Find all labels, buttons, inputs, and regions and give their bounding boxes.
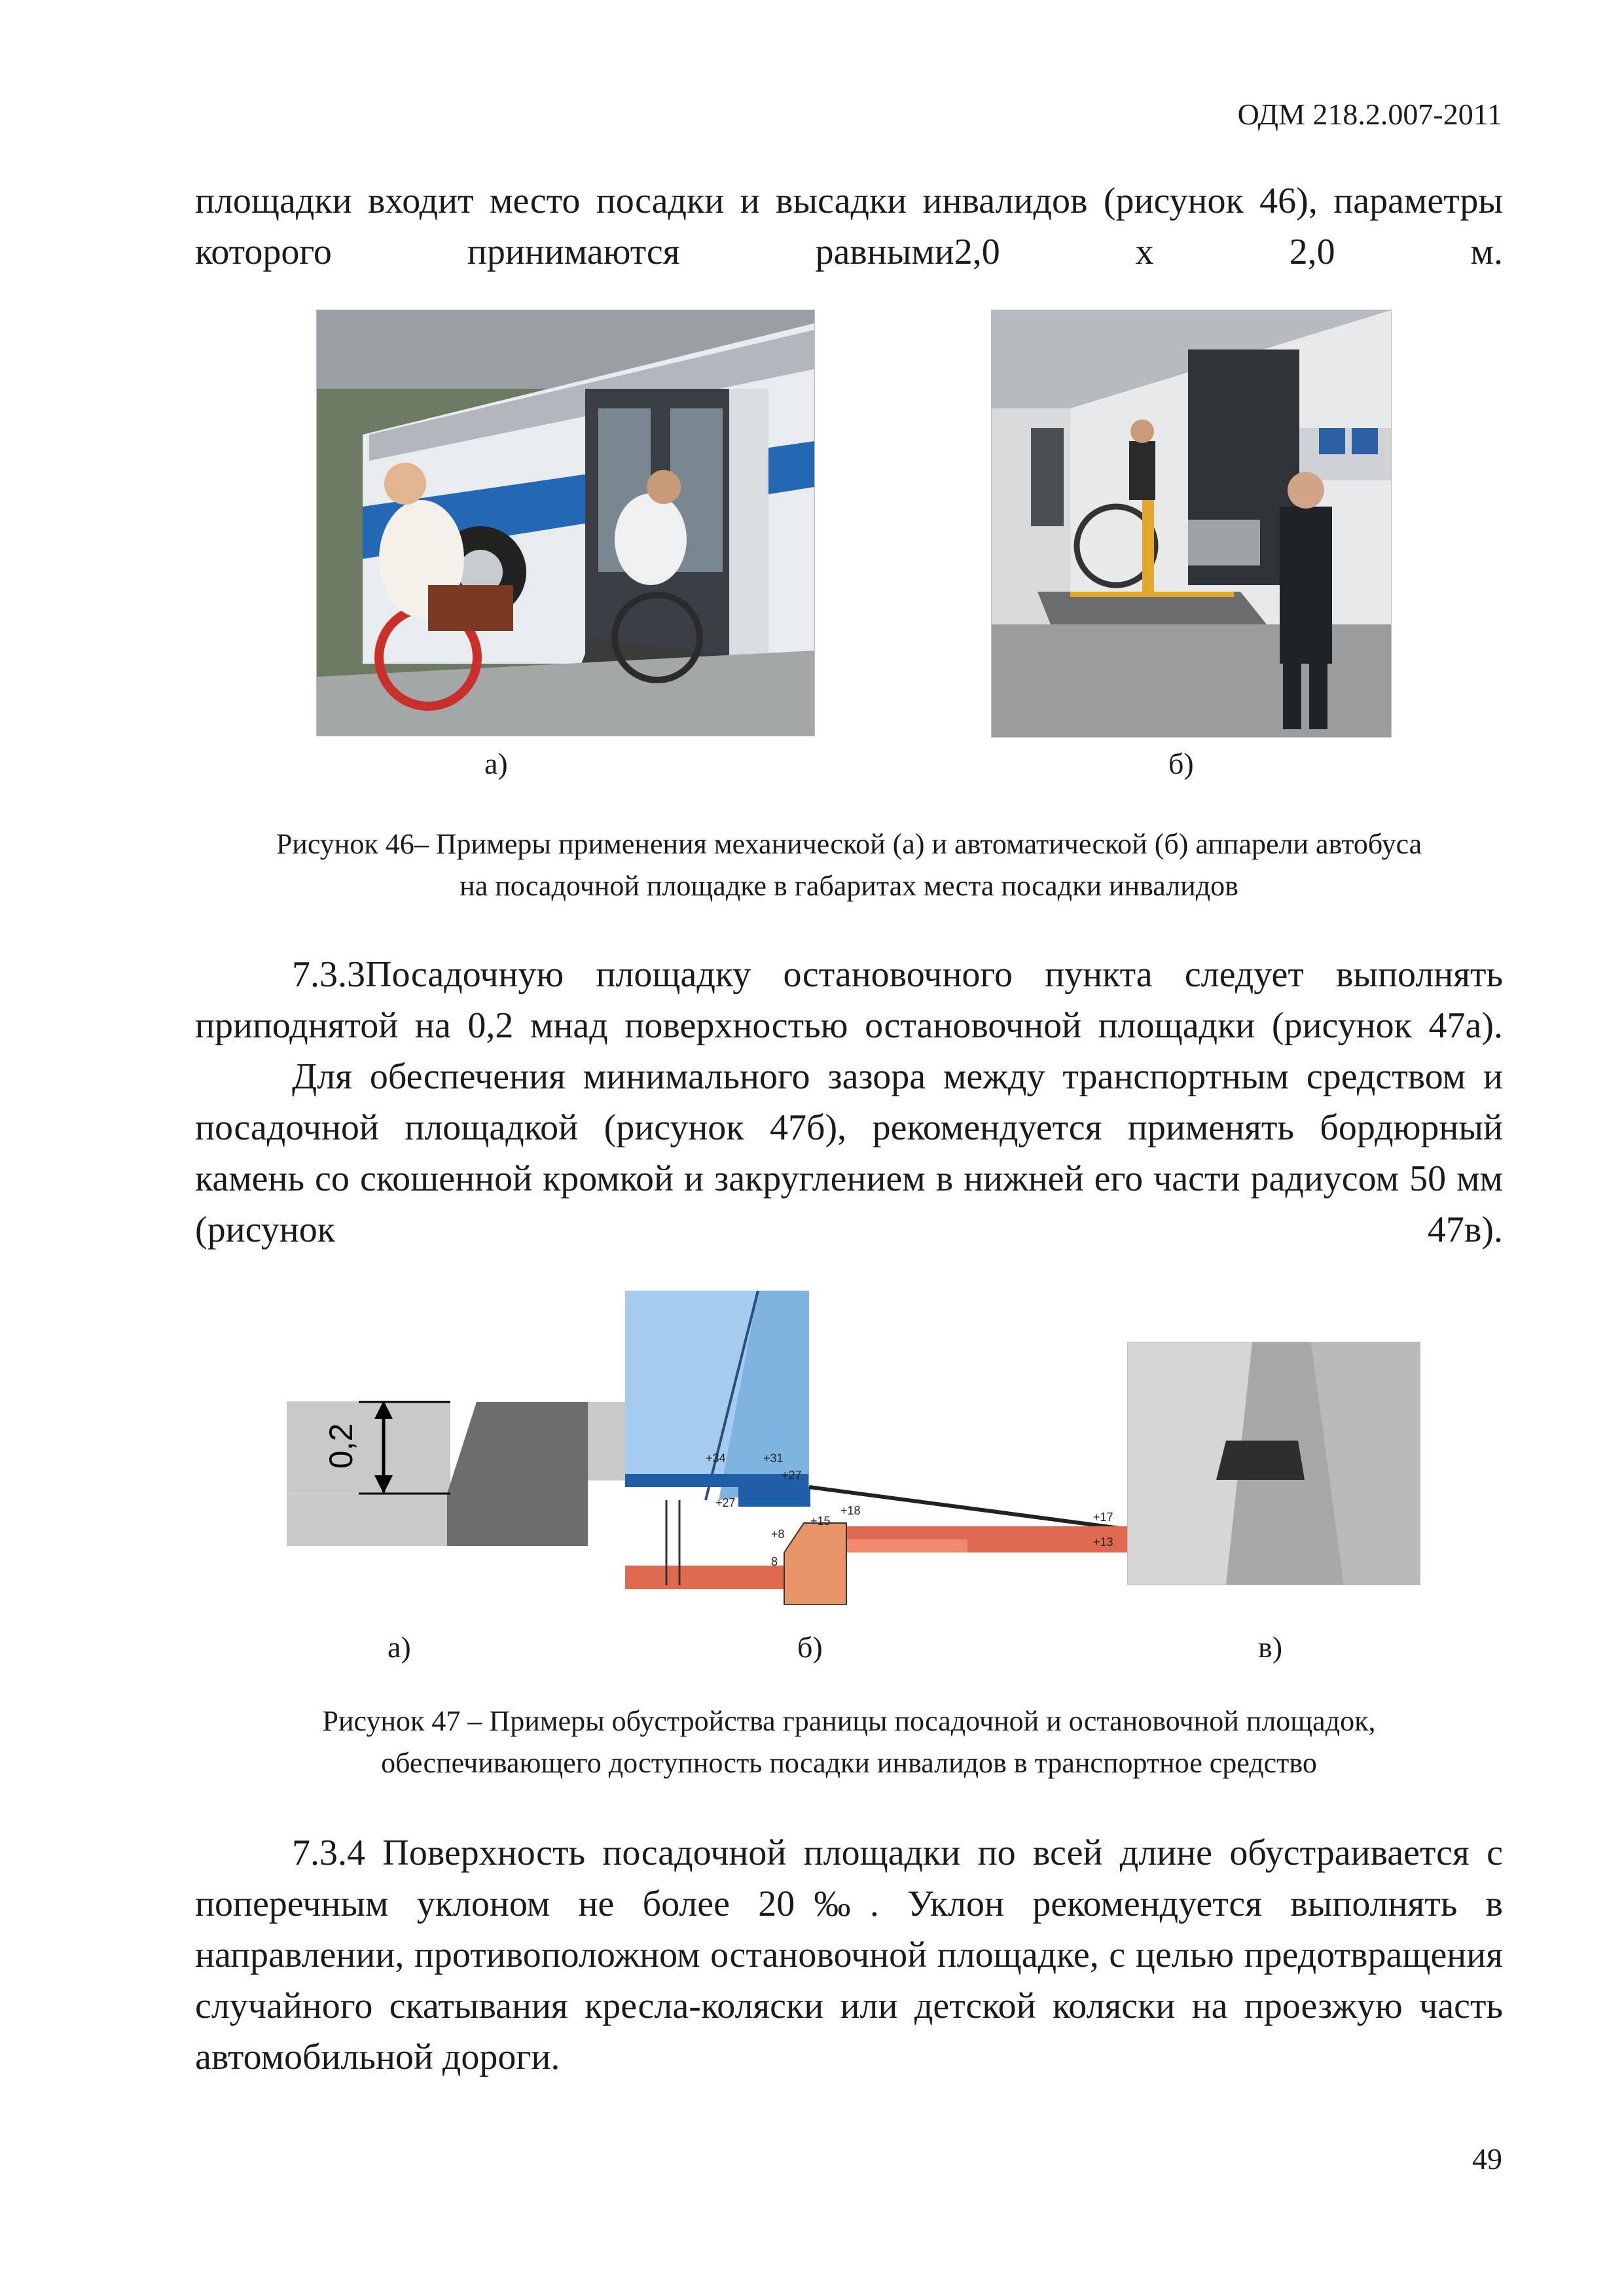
figure47-photo-c: [1127, 1342, 1420, 1585]
figure46-caption-line1: Рисунок 46– Примеры применения механической (а) и автоматической (б) аппарели автобуса: [276, 828, 1422, 860]
mark-text-0: +34: [706, 1452, 726, 1465]
beveled-curb-illustration: [1128, 1342, 1420, 1585]
figure46-photo-b: [991, 310, 1392, 738]
paragraph-gap-text: Для обеспечения минимального зазора между транспортным средством и посадочной площадкой (рисунок 47б), рекомендуется применять бордюрный камень со скошенной кромкой и закруглением в нижней его части радиусом 50 мм (рисунок 47в).: [195, 1056, 1503, 1250]
paragraph-7-3-4-text: 7.3.4 Поверхность посадочной площадки по всей длине обустраивается с поперечным уклоном не более 20‰. Уклон рекомендуется выполнять в направлении, противоположном остановочной площадке, с целью предотвращения случайного скатывания кресла-коляски или детской коляски на проезжую часть автомобильной дороги.: [195, 1833, 1503, 2077]
paragraph-intro-text: площадки входит место посадки и высадки инвалидов (рисунок 46), параметры которого принимаются равными2,0 х 2,0 м.: [195, 181, 1503, 272]
paragraph-7-3-3: [195, 949, 1503, 1051]
figure47-sublabel-b: б): [797, 1630, 823, 1664]
mark-text-9: +13: [1093, 1535, 1113, 1549]
figure47-caption: [195, 1700, 1503, 1784]
mark-text-7: 8: [771, 1555, 778, 1568]
mark-text-4: +18: [840, 1504, 861, 1517]
mark-text-6: +8: [771, 1528, 785, 1541]
figure47-sublabel-c: в): [1258, 1630, 1283, 1664]
mark-text-2: +27: [782, 1469, 802, 1482]
paragraph-gap: [195, 1051, 1503, 1255]
figure46-caption-line2: на посадочной площадке в габаритах места посадки инвалидов: [460, 870, 1238, 902]
mark-text-5: +15: [810, 1515, 831, 1528]
platform-profile-diagram: [287, 1291, 1130, 1605]
figure46-photo-a: [316, 310, 815, 736]
mark-text-1: +31: [763, 1452, 784, 1465]
mark-text-8: +17: [1093, 1511, 1113, 1524]
dimension-label: 0,2: [323, 1423, 359, 1469]
paragraph-intro: [195, 175, 1503, 278]
mechanical-ramp-illustration: [317, 310, 814, 736]
paragraph-7-3-3-text: 7.3.3Посадочную площадку остановочного пункта следует выполнять приподнятой на 0,2 мнад поверхностью остановочной площадки (рисунок 47а).: [195, 954, 1503, 1046]
document-code-header: ОДМ 218.2.007-2011: [1237, 98, 1502, 131]
paragraph-7-3-4: [195, 1827, 1503, 2083]
figure47-caption-line2: обеспечивающего доступность посадки инвалидов в транспортное средство: [381, 1747, 1317, 1779]
page-number: 49: [1472, 2142, 1502, 2176]
automatic-lift-illustration: [992, 310, 1391, 737]
figure47-diagram: [287, 1291, 1130, 1605]
mark-text-3: +27: [715, 1496, 736, 1509]
figure46-sublabel-b: б): [1168, 747, 1194, 780]
figure47-sublabel-a: а): [388, 1630, 411, 1664]
figure46-caption: [195, 823, 1503, 907]
figure46-sublabel-a: а): [484, 747, 508, 780]
figure47-caption-line1: Рисунок 47 – Примеры обустройства границы посадочной и остановочной площадок,: [322, 1705, 1376, 1737]
